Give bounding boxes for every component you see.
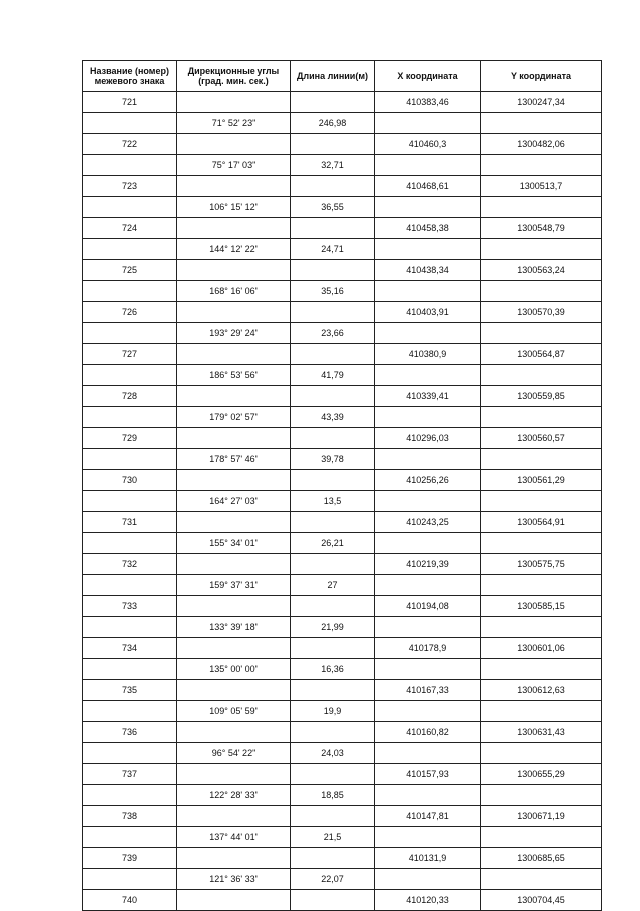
x-coordinate-cell: [375, 869, 481, 890]
table-row: [83, 743, 602, 764]
x-coordinate-cell: [375, 701, 481, 722]
line-length-cell: 13,5: [291, 491, 375, 512]
y-coordinate-cell: [481, 533, 602, 554]
y-coordinate-cell: [481, 155, 602, 176]
x-coordinate-cell: 410256,26: [375, 470, 481, 491]
y-coordinate-cell: 1300548,79: [481, 218, 602, 239]
table-row: [83, 701, 602, 722]
y-coordinate-cell: 1300631,43: [481, 722, 602, 743]
y-coordinate-cell: 1300247,34: [481, 92, 602, 113]
point-name-cell: 736: [83, 722, 177, 743]
line-length-cell: [291, 680, 375, 701]
boundary-coordinates-table: [82, 60, 602, 911]
direction-angle-cell: [177, 806, 291, 827]
table-body: [83, 92, 602, 911]
table-row: [83, 449, 602, 470]
x-coordinate-cell: [375, 491, 481, 512]
point-name-cell: [83, 239, 177, 260]
direction-angle-cell: [177, 176, 291, 197]
line-length-cell: [291, 176, 375, 197]
x-coordinate-cell: 410147,81: [375, 806, 481, 827]
direction-angle-cell: [177, 596, 291, 617]
y-coordinate-cell: [481, 323, 602, 344]
line-length-cell: 24,71: [291, 239, 375, 260]
point-name-cell: [83, 197, 177, 218]
table-row: [83, 827, 602, 848]
line-length-cell: [291, 512, 375, 533]
line-length-cell: [291, 638, 375, 659]
direction-angle-cell: [177, 848, 291, 869]
line-length-cell: [291, 218, 375, 239]
direction-angle-cell: 137° 44' 01": [177, 827, 291, 848]
direction-angle-cell: 109° 05' 59": [177, 701, 291, 722]
direction-angle-cell: 193° 29' 24": [177, 323, 291, 344]
header-line-length: Длина линии(м): [291, 61, 375, 92]
x-coordinate-cell: [375, 575, 481, 596]
header-direction-angle: Дирекционные углы (град. мин. сек.): [177, 61, 291, 92]
x-coordinate-cell: 410219,39: [375, 554, 481, 575]
y-coordinate-cell: 1300513,7: [481, 176, 602, 197]
direction-angle-cell: 75° 17' 03": [177, 155, 291, 176]
point-name-cell: [83, 113, 177, 134]
x-coordinate-cell: 410468,61: [375, 176, 481, 197]
point-name-cell: 725: [83, 260, 177, 281]
y-coordinate-cell: [481, 365, 602, 386]
y-coordinate-cell: [481, 617, 602, 638]
point-name-cell: [83, 281, 177, 302]
direction-angle-cell: 179° 02' 57": [177, 407, 291, 428]
point-name-cell: 732: [83, 554, 177, 575]
direction-angle-cell: 71° 52' 23": [177, 113, 291, 134]
y-coordinate-cell: 1300655,29: [481, 764, 602, 785]
x-coordinate-cell: [375, 323, 481, 344]
table-row: [83, 239, 602, 260]
direction-angle-cell: [177, 260, 291, 281]
direction-angle-cell: [177, 890, 291, 911]
line-length-cell: 36,55: [291, 197, 375, 218]
line-length-cell: [291, 386, 375, 407]
x-coordinate-cell: [375, 659, 481, 680]
point-name-cell: 740: [83, 890, 177, 911]
direction-angle-cell: [177, 470, 291, 491]
x-coordinate-cell: 410380,9: [375, 344, 481, 365]
table-row: [83, 869, 602, 890]
x-coordinate-cell: 410243,25: [375, 512, 481, 533]
y-coordinate-cell: [481, 281, 602, 302]
table-row: [83, 890, 602, 911]
x-coordinate-cell: [375, 827, 481, 848]
y-coordinate-cell: 1300482,06: [481, 134, 602, 155]
table-row: [83, 722, 602, 743]
table-row: [83, 176, 602, 197]
y-coordinate-cell: [481, 701, 602, 722]
point-name-cell: [83, 449, 177, 470]
x-coordinate-cell: [375, 155, 481, 176]
line-length-cell: 26,21: [291, 533, 375, 554]
x-coordinate-cell: 410460,3: [375, 134, 481, 155]
table-row: [83, 323, 602, 344]
x-coordinate-cell: [375, 533, 481, 554]
table-row: [83, 386, 602, 407]
direction-angle-cell: 133° 39' 18": [177, 617, 291, 638]
point-name-cell: 722: [83, 134, 177, 155]
table-row: [83, 617, 602, 638]
point-name-cell: 731: [83, 512, 177, 533]
point-name-cell: [83, 491, 177, 512]
direction-angle-cell: 164° 27' 03": [177, 491, 291, 512]
table-row: [83, 134, 602, 155]
header-point-name: Название (номер) межевого знака: [83, 61, 177, 92]
direction-angle-cell: [177, 722, 291, 743]
direction-angle-cell: 135° 00' 00": [177, 659, 291, 680]
y-coordinate-cell: [481, 785, 602, 806]
table-row: [83, 92, 602, 113]
point-name-cell: [83, 365, 177, 386]
table-row: [83, 218, 602, 239]
line-length-cell: [291, 554, 375, 575]
line-length-cell: [291, 260, 375, 281]
direction-angle-cell: [177, 554, 291, 575]
x-coordinate-cell: 410160,82: [375, 722, 481, 743]
point-name-cell: 735: [83, 680, 177, 701]
x-coordinate-cell: [375, 743, 481, 764]
table-row: [83, 344, 602, 365]
point-name-cell: [83, 533, 177, 554]
table-row: [83, 428, 602, 449]
x-coordinate-cell: 410167,33: [375, 680, 481, 701]
table-row: [83, 281, 602, 302]
point-name-cell: 721: [83, 92, 177, 113]
x-coordinate-cell: 410383,46: [375, 92, 481, 113]
direction-angle-cell: [177, 134, 291, 155]
point-name-cell: [83, 617, 177, 638]
point-name-cell: [83, 155, 177, 176]
point-name-cell: [83, 407, 177, 428]
direction-angle-cell: 122° 28' 33": [177, 785, 291, 806]
point-name-cell: 723: [83, 176, 177, 197]
table-row: [83, 848, 602, 869]
direction-angle-cell: [177, 344, 291, 365]
line-length-cell: [291, 92, 375, 113]
x-coordinate-cell: 410458,38: [375, 218, 481, 239]
point-name-cell: 738: [83, 806, 177, 827]
x-coordinate-cell: [375, 365, 481, 386]
table-row: [83, 407, 602, 428]
y-coordinate-cell: 1300671,19: [481, 806, 602, 827]
y-coordinate-cell: 1300601,06: [481, 638, 602, 659]
y-coordinate-cell: [481, 113, 602, 134]
line-length-cell: 22,07: [291, 869, 375, 890]
y-coordinate-cell: 1300559,85: [481, 386, 602, 407]
y-coordinate-cell: [481, 449, 602, 470]
point-name-cell: 729: [83, 428, 177, 449]
line-length-cell: [291, 764, 375, 785]
direction-angle-cell: 159° 37' 31": [177, 575, 291, 596]
line-length-cell: [291, 848, 375, 869]
line-length-cell: 23,66: [291, 323, 375, 344]
point-name-cell: 727: [83, 344, 177, 365]
table-row: [83, 113, 602, 134]
x-coordinate-cell: 410296,03: [375, 428, 481, 449]
table-row: [83, 365, 602, 386]
x-coordinate-cell: [375, 239, 481, 260]
table-row: [83, 680, 602, 701]
table-row: [83, 533, 602, 554]
y-coordinate-cell: 1300585,15: [481, 596, 602, 617]
table-row: [83, 155, 602, 176]
x-coordinate-cell: [375, 281, 481, 302]
table-row: [83, 512, 602, 533]
x-coordinate-cell: [375, 449, 481, 470]
direction-angle-cell: 121° 36' 33": [177, 869, 291, 890]
x-coordinate-cell: [375, 785, 481, 806]
table-row: [83, 491, 602, 512]
direction-angle-cell: [177, 512, 291, 533]
direction-angle-cell: 178° 57' 46": [177, 449, 291, 470]
y-coordinate-cell: 1300704,45: [481, 890, 602, 911]
point-name-cell: [83, 743, 177, 764]
y-coordinate-cell: 1300563,24: [481, 260, 602, 281]
table-row: [83, 197, 602, 218]
x-coordinate-cell: 410157,93: [375, 764, 481, 785]
line-length-cell: [291, 134, 375, 155]
direction-angle-cell: 168° 16' 06": [177, 281, 291, 302]
table-row: [83, 638, 602, 659]
y-coordinate-cell: 1300575,75: [481, 554, 602, 575]
line-length-cell: 21,5: [291, 827, 375, 848]
x-coordinate-cell: 410131,9: [375, 848, 481, 869]
y-coordinate-cell: 1300685,65: [481, 848, 602, 869]
y-coordinate-cell: [481, 407, 602, 428]
y-coordinate-cell: 1300560,57: [481, 428, 602, 449]
line-length-cell: 27: [291, 575, 375, 596]
y-coordinate-cell: [481, 491, 602, 512]
point-name-cell: 726: [83, 302, 177, 323]
table-header-row: [83, 61, 602, 92]
y-coordinate-cell: [481, 659, 602, 680]
table-row: [83, 575, 602, 596]
y-coordinate-cell: [481, 575, 602, 596]
x-coordinate-cell: 410438,34: [375, 260, 481, 281]
y-coordinate-cell: 1300564,87: [481, 344, 602, 365]
line-length-cell: [291, 344, 375, 365]
table-row: [83, 596, 602, 617]
direction-angle-cell: [177, 92, 291, 113]
point-name-cell: 739: [83, 848, 177, 869]
y-coordinate-cell: [481, 827, 602, 848]
point-name-cell: [83, 323, 177, 344]
line-length-cell: [291, 470, 375, 491]
x-coordinate-cell: [375, 113, 481, 134]
direction-angle-cell: 186° 53' 56": [177, 365, 291, 386]
point-name-cell: [83, 575, 177, 596]
line-length-cell: 18,85: [291, 785, 375, 806]
x-coordinate-cell: 410339,41: [375, 386, 481, 407]
table-row: [83, 554, 602, 575]
line-length-cell: 32,71: [291, 155, 375, 176]
y-coordinate-cell: 1300612,63: [481, 680, 602, 701]
line-length-cell: 39,78: [291, 449, 375, 470]
point-name-cell: 733: [83, 596, 177, 617]
table-row: [83, 659, 602, 680]
direction-angle-cell: [177, 764, 291, 785]
x-coordinate-cell: 410120,33: [375, 890, 481, 911]
direction-angle-cell: [177, 302, 291, 323]
point-name-cell: 737: [83, 764, 177, 785]
direction-angle-cell: 155° 34' 01": [177, 533, 291, 554]
x-coordinate-cell: [375, 407, 481, 428]
point-name-cell: 728: [83, 386, 177, 407]
header-y-coordinate: Y координата: [481, 61, 602, 92]
line-length-cell: 41,79: [291, 365, 375, 386]
table-row: [83, 806, 602, 827]
line-length-cell: 19,9: [291, 701, 375, 722]
line-length-cell: [291, 428, 375, 449]
point-name-cell: 734: [83, 638, 177, 659]
line-length-cell: [291, 806, 375, 827]
direction-angle-cell: [177, 428, 291, 449]
line-length-cell: [291, 596, 375, 617]
x-coordinate-cell: [375, 197, 481, 218]
table-row: [83, 260, 602, 281]
y-coordinate-cell: [481, 743, 602, 764]
header-x-coordinate: X координата: [375, 61, 481, 92]
point-name-cell: 724: [83, 218, 177, 239]
point-name-cell: [83, 785, 177, 806]
point-name-cell: 730: [83, 470, 177, 491]
point-name-cell: [83, 659, 177, 680]
y-coordinate-cell: 1300561,29: [481, 470, 602, 491]
direction-angle-cell: [177, 218, 291, 239]
direction-angle-cell: 144° 12' 22": [177, 239, 291, 260]
y-coordinate-cell: [481, 239, 602, 260]
table-row: [83, 764, 602, 785]
x-coordinate-cell: 410194,08: [375, 596, 481, 617]
line-length-cell: 24,03: [291, 743, 375, 764]
y-coordinate-cell: 1300570,39: [481, 302, 602, 323]
x-coordinate-cell: 410178,9: [375, 638, 481, 659]
point-name-cell: [83, 869, 177, 890]
x-coordinate-cell: [375, 617, 481, 638]
line-length-cell: 21,99: [291, 617, 375, 638]
line-length-cell: 35,16: [291, 281, 375, 302]
table-row: [83, 785, 602, 806]
line-length-cell: 16,36: [291, 659, 375, 680]
point-name-cell: [83, 701, 177, 722]
direction-angle-cell: 96° 54' 22": [177, 743, 291, 764]
point-name-cell: [83, 827, 177, 848]
line-length-cell: [291, 890, 375, 911]
line-length-cell: 43,39: [291, 407, 375, 428]
y-coordinate-cell: [481, 869, 602, 890]
table-row: [83, 470, 602, 491]
line-length-cell: [291, 722, 375, 743]
line-length-cell: [291, 302, 375, 323]
y-coordinate-cell: [481, 197, 602, 218]
direction-angle-cell: 106° 15' 12": [177, 197, 291, 218]
table-row: [83, 302, 602, 323]
y-coordinate-cell: 1300564,91: [481, 512, 602, 533]
direction-angle-cell: [177, 680, 291, 701]
direction-angle-cell: [177, 638, 291, 659]
direction-angle-cell: [177, 386, 291, 407]
line-length-cell: 246,98: [291, 113, 375, 134]
x-coordinate-cell: 410403,91: [375, 302, 481, 323]
